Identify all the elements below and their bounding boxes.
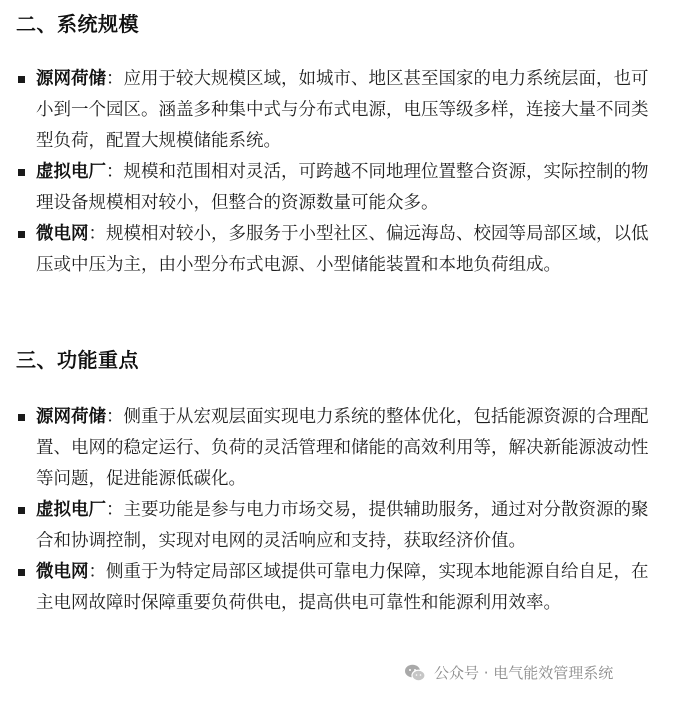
bullet <box>18 231 25 238</box>
list-item <box>0 64 677 157</box>
list-item <box>0 402 677 495</box>
system-scale-list <box>0 64 677 281</box>
wechat-icon <box>404 663 426 683</box>
bullet <box>18 507 25 514</box>
section-heading-function-focus: 三、功能重点 <box>16 348 139 372</box>
bullet <box>18 76 25 83</box>
term-separator: ： <box>88 562 106 582</box>
item-text: 主要功能是参与电力市场交易，提供辅助服务，通过对分散资源的聚合和协调控制，实现对电网的灵活响应和支持，获取经济价值。 <box>36 500 649 551</box>
item-text: 规模和范围相对灵活，可跨越不同地理位置整合资源，实际控制的物理设备规模相对较小，但整合的资源数量可能众多。 <box>36 162 649 213</box>
bullet <box>18 414 25 421</box>
term-label: 源网荷储 <box>36 407 106 427</box>
term-separator: ： <box>106 69 124 89</box>
term-label: 微电网 <box>36 562 89 582</box>
term-label: 微电网 <box>36 224 89 244</box>
term-separator: ： <box>106 407 124 427</box>
item-text: 应用于较大规模区域，如城市、地区甚至国家的电力系统层面，也可小到一个园区。涵盖多种集中式与分布式电源，电压等级多样，连接大量不同类型负荷，配置大规模储能系统。 <box>36 69 649 151</box>
item-text: 侧重于为特定局部区域提供可靠电力保障，实现本地能源自给自足，在主电网故障时保障重要负荷供电，提高供电可靠性和能源利用效率。 <box>36 562 649 613</box>
list-item <box>0 495 677 557</box>
watermark-text: 公众号 · 电气能效管理系统 <box>434 664 614 682</box>
list-item <box>0 157 677 219</box>
term-label: 源网荷储 <box>36 69 106 89</box>
term-label: 虚拟电厂 <box>36 162 106 182</box>
item-text: 规模相对较小，多服务于小型社区、偏远海岛、校园等局部区域，以低压或中压为主，由小型分布式电源、小型储能装置和本地负荷组成。 <box>36 224 649 275</box>
watermark <box>404 662 613 683</box>
section-heading-system-scale: 二、系统规模 <box>16 12 139 36</box>
term-separator: ： <box>88 224 106 244</box>
list-item <box>0 219 677 281</box>
term-separator: ： <box>106 500 124 520</box>
bullet <box>18 169 25 176</box>
item-text: 侧重于从宏观层面实现电力系统的整体优化，包括能源资源的合理配置、电网的稳定运行、负荷的灵活管理和储能的高效利用等，解决新能源波动性等问题，促进能源低碳化。 <box>36 407 649 489</box>
function-focus-list <box>0 402 677 619</box>
term-label: 虚拟电厂 <box>36 500 106 520</box>
list-item <box>0 557 677 619</box>
bullet <box>18 569 25 576</box>
term-separator: ： <box>106 162 124 182</box>
